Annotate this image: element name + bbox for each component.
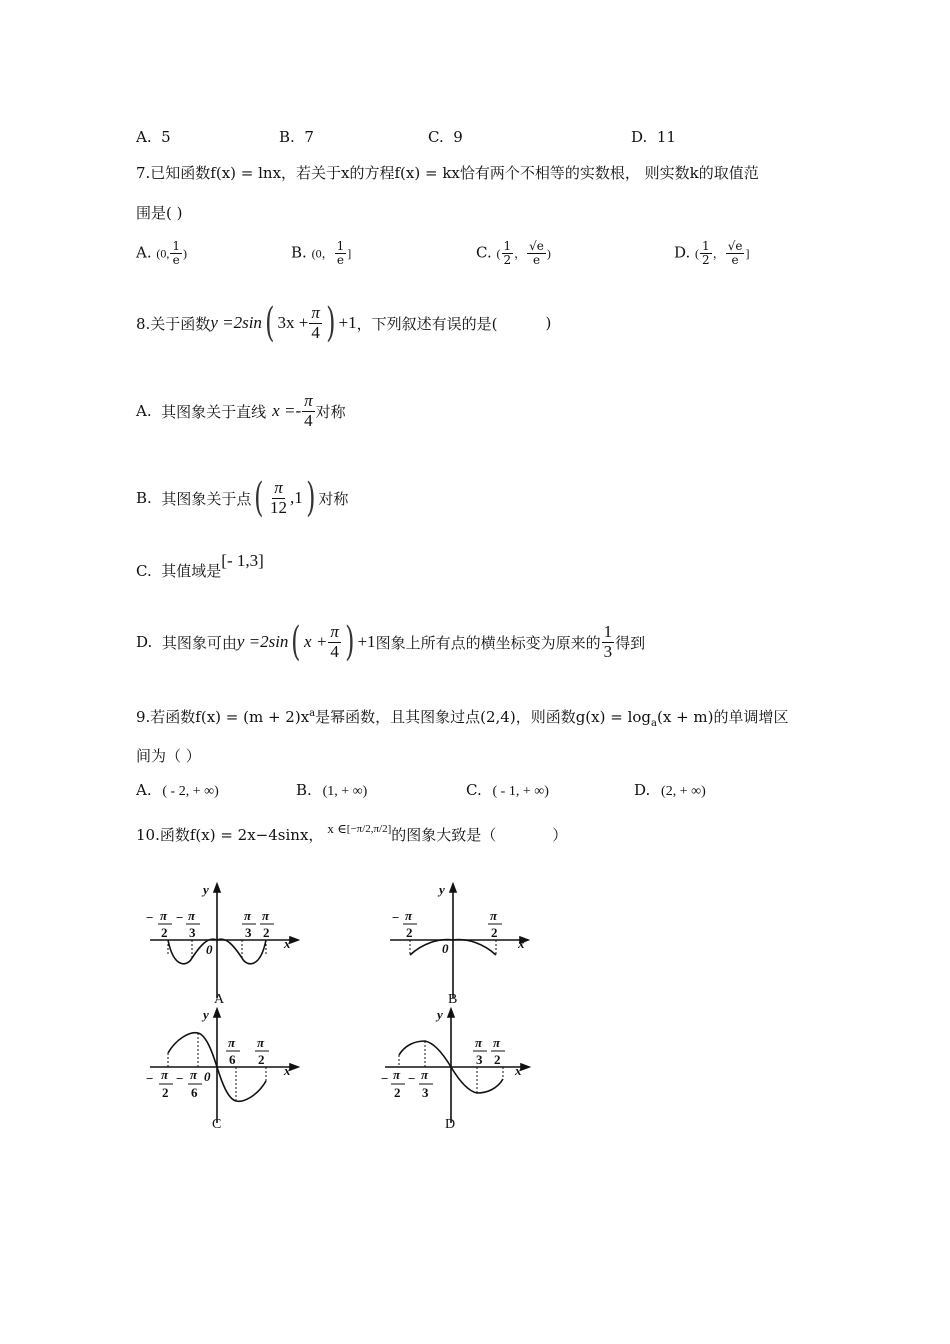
graph-b-y-label: y bbox=[439, 882, 445, 897]
svg-text:π: π bbox=[475, 1035, 483, 1050]
svg-text:2: 2 bbox=[491, 925, 498, 940]
graph-a-x-label: x bbox=[284, 936, 291, 951]
graph-a bbox=[140, 880, 310, 1010]
q6-option-a: A. 5 bbox=[136, 128, 171, 146]
q8-option-a: A. 其图象关于直线 x =- $\frac{\pi}{4}$ 对称 bbox=[136, 391, 346, 430]
q9-option-c: C. ( - 1, + ∞) bbox=[466, 781, 549, 799]
graph-d bbox=[375, 1005, 545, 1135]
svg-text:2: 2 bbox=[161, 925, 168, 940]
svg-text:π: π bbox=[490, 908, 498, 923]
graph-d-caption: D bbox=[445, 1117, 456, 1132]
svg-text:2: 2 bbox=[162, 1085, 169, 1100]
graph-d-y-label: y bbox=[437, 1007, 443, 1022]
q7-option-c: C. ( $\frac{1}{2}$ ， $\frac{√e}{e}$ ) bbox=[476, 239, 551, 268]
q6-option-b: B. 7 bbox=[279, 128, 314, 146]
svg-text:π: π bbox=[257, 1035, 265, 1050]
q8-stem: 8.关于函数 y =2sin ( 3x + $\frac{\pi}{4}$ ) +1 ，下列叙述有误的是( ) bbox=[136, 300, 552, 346]
svg-text:2: 2 bbox=[263, 925, 270, 940]
svg-text:π: π bbox=[188, 908, 196, 923]
svg-text:−: − bbox=[146, 1071, 154, 1086]
q7-option-d: D. ( $\frac{1}{2}$ ， $\frac{√e}{e}$ ] bbox=[674, 239, 750, 268]
q10-stem: 10.函数f(x) = 2x−4sinx， x ∈ [−π/2,π/2] 的图象大致是（ ） bbox=[136, 820, 568, 844]
svg-text:2: 2 bbox=[406, 925, 413, 940]
svg-text:3: 3 bbox=[245, 925, 252, 940]
q8-option-b: B. 其图象关于点 ( $\frac{\pi}{12}$ ,1 ) 对称 bbox=[136, 475, 349, 521]
svg-text:−: − bbox=[392, 910, 400, 925]
svg-text:3: 3 bbox=[422, 1085, 429, 1100]
svg-text:π: π bbox=[190, 1067, 198, 1082]
svg-text:π: π bbox=[493, 1035, 501, 1050]
graph-a-y-label: y bbox=[203, 882, 209, 897]
svg-text:2: 2 bbox=[494, 1052, 501, 1067]
svg-text:π: π bbox=[244, 908, 252, 923]
graph-d-x-label: x bbox=[515, 1063, 522, 1078]
svg-text:π: π bbox=[262, 908, 270, 923]
graph-c bbox=[140, 1005, 310, 1135]
q6-option-d: D. 11 bbox=[631, 128, 676, 146]
q6-option-c: C. 9 bbox=[428, 128, 463, 146]
q7-stem-line2: 围是( ) bbox=[136, 204, 183, 222]
svg-text:−: − bbox=[176, 910, 184, 925]
svg-text:−: − bbox=[408, 1071, 416, 1086]
svg-text:π: π bbox=[405, 908, 413, 923]
q9-option-a: A. ( - 2, + ∞) bbox=[136, 781, 219, 799]
graph-c-origin: 0 bbox=[204, 1069, 211, 1084]
svg-text:−: − bbox=[176, 1071, 184, 1086]
q8-option-d: D. 其图象可由 y =2sin ( x + $\frac{\pi}{4}$ ) +1 图象上所有点的横坐标变为原来的 $\frac{1}{3}$ 得到 bbox=[136, 619, 646, 665]
svg-text:π: π bbox=[393, 1067, 401, 1082]
graph-b bbox=[380, 880, 550, 1010]
q8-option-c: C. 其值域是 [- 1,3] bbox=[136, 550, 264, 580]
graph-a-minus: − bbox=[146, 910, 154, 925]
svg-text:2: 2 bbox=[394, 1085, 401, 1100]
q9-stem-line1: 9.若函数$f(x) = (m + 2)x^a$是幂函数，且其图象过点(2,4)，则函数$g(x) = \log_a(x + m)$的单调增区 bbox=[136, 708, 789, 729]
svg-text:6: 6 bbox=[229, 1052, 236, 1067]
svg-text:−: − bbox=[381, 1071, 389, 1086]
graph-b-x-label: x bbox=[518, 936, 525, 951]
svg-text:3: 3 bbox=[189, 925, 196, 940]
svg-text:π: π bbox=[161, 1067, 169, 1082]
graph-c-caption: C bbox=[212, 1117, 222, 1132]
graph-c-x-label: x bbox=[284, 1063, 291, 1078]
graph-b-caption: B bbox=[448, 992, 458, 1007]
graph-b-origin: 0 bbox=[442, 941, 449, 956]
q9-stem-line2: 间为（ ） bbox=[136, 747, 201, 765]
svg-text:2: 2 bbox=[258, 1052, 265, 1067]
q9-option-d: D. (2, + ∞) bbox=[634, 781, 706, 799]
svg-text:6: 6 bbox=[191, 1085, 198, 1100]
svg-text:π: π bbox=[228, 1035, 236, 1050]
svg-text:3: 3 bbox=[476, 1052, 483, 1067]
graph-a-origin: 0 bbox=[206, 942, 213, 957]
q9-option-b: B. (1, + ∞) bbox=[296, 781, 368, 799]
q7-option-a: A. (0, $\frac{1}{e}$ ) bbox=[136, 239, 188, 268]
q7-stem-line1: 7.已知函数f(x) = lnx，若关于x的方程f(x) = kx恰有两个不相等的实数根， 则实数k的取值范 bbox=[136, 164, 759, 182]
graph-c-y-label: y bbox=[203, 1007, 209, 1022]
svg-text:π: π bbox=[421, 1067, 429, 1082]
q7-option-b: B. (0， $\frac{1}{e}$ ] bbox=[291, 239, 352, 268]
graph-a-tick-1: π bbox=[160, 908, 168, 923]
graph-a-caption: A bbox=[214, 992, 225, 1007]
